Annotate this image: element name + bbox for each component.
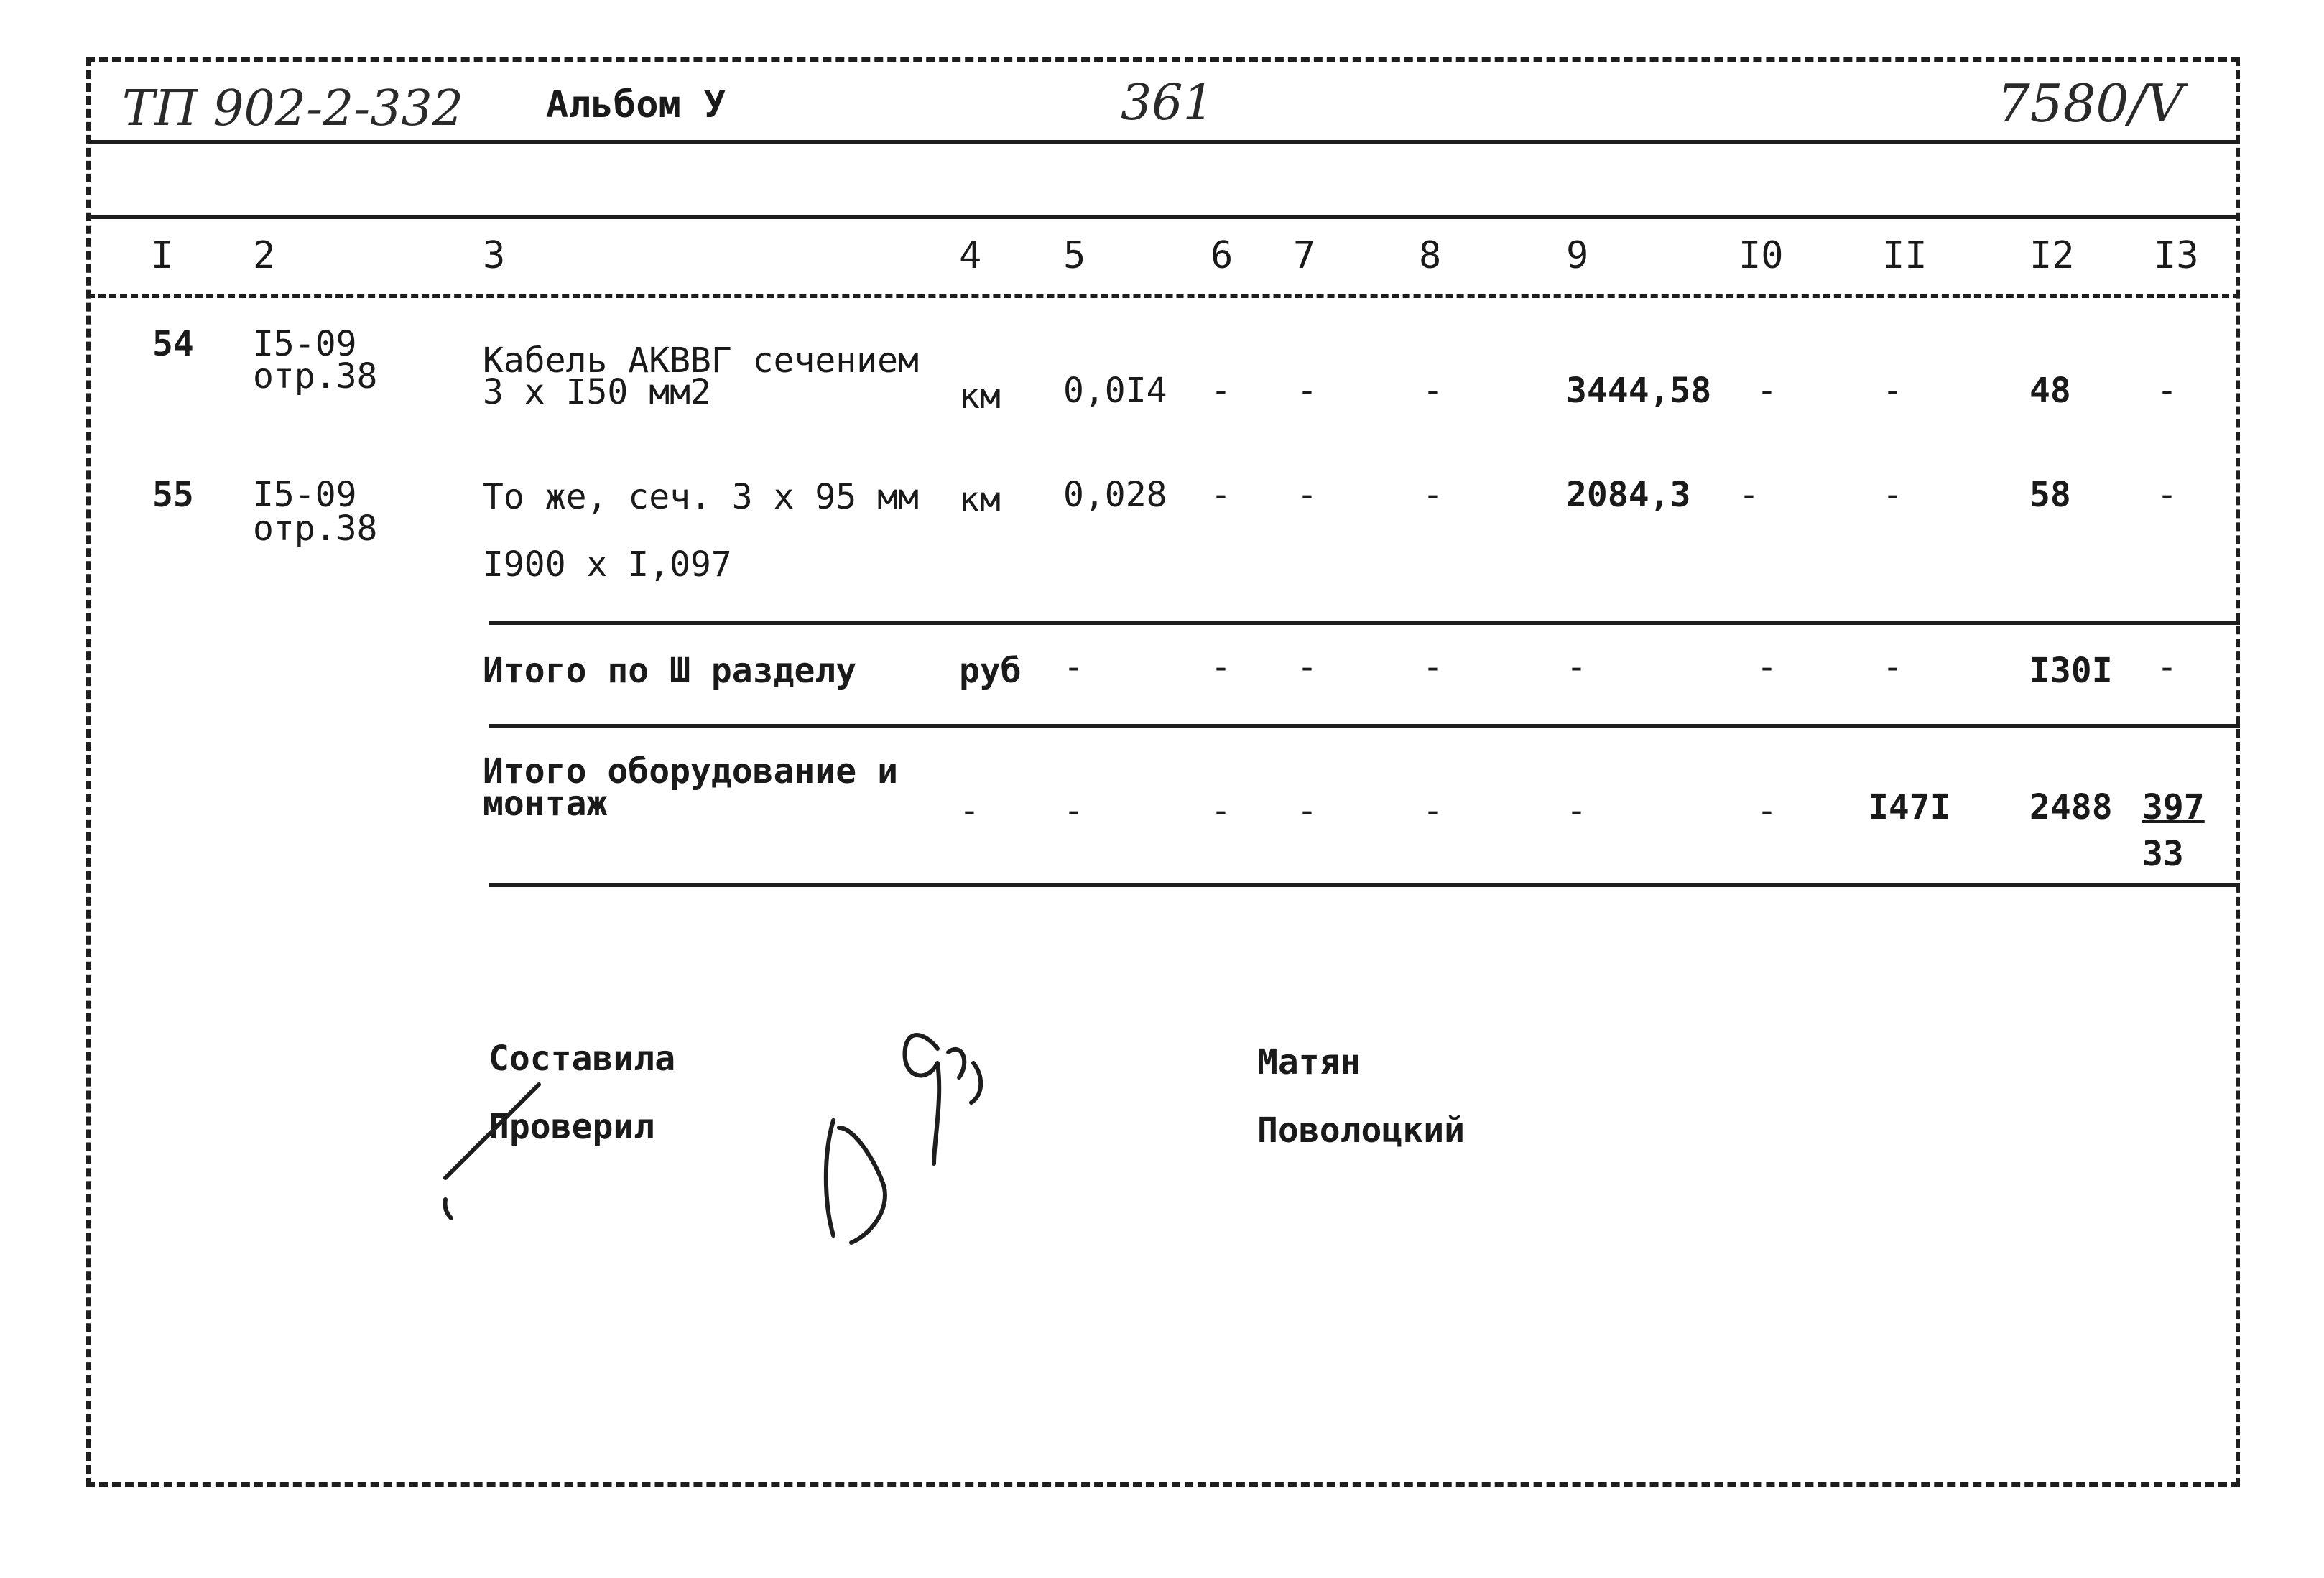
grand-total-bottom-rule	[489, 883, 2240, 887]
section-total-col6: -	[1210, 647, 1231, 687]
col-header-7: 7	[1293, 234, 1316, 277]
page-number: 361	[1121, 75, 1214, 131]
column-header-bottom-rule	[88, 294, 2240, 298]
col-header-9: 9	[1566, 234, 1589, 277]
table-row-55-col7: -	[1297, 475, 1318, 515]
col-header-3: 3	[483, 234, 506, 277]
header-rule	[88, 140, 2240, 144]
table-row-55-col8: -	[1422, 475, 1443, 515]
grand-total-label: Итого оборудование и	[483, 751, 898, 792]
col-header-12: I2	[2029, 234, 2075, 277]
grand-total-col13-numerator: 397	[2142, 787, 2205, 827]
col-header-2: 2	[253, 234, 276, 277]
grand-total-top-rule	[489, 724, 2240, 728]
section-total-col10: -	[1756, 647, 1777, 687]
col-header-13: I3	[2154, 234, 2199, 277]
column-header-top-rule	[88, 215, 2240, 219]
table-row-54-col12: 48	[2029, 371, 2071, 411]
table-row-54-col9: 3444,58	[1566, 371, 1712, 411]
section-total-col7: -	[1297, 647, 1318, 687]
table-row-54-unit: км	[959, 376, 1001, 417]
table-row-54-no: 54	[152, 324, 194, 364]
table-row-55-col6: -	[1210, 475, 1231, 515]
table-row-54-code: I5-09	[253, 324, 357, 364]
table-row-55-name-calc: I900 х I,097	[483, 544, 732, 585]
compiled-by-name: Матян	[1257, 1042, 1361, 1082]
checked-by-label: Проверил	[489, 1107, 655, 1147]
table-row-54-col8: -	[1422, 371, 1443, 411]
table-row-54-col7: -	[1297, 371, 1318, 411]
table-row-54-name-size: 3 х I50 мм2	[483, 372, 711, 412]
table-row-55-col12: 58	[2029, 475, 2071, 515]
table-row-54-name: Кабель АКВВГ сечением	[483, 340, 919, 381]
section-total-col8: -	[1422, 647, 1443, 687]
grand-total-col12: 2488	[2029, 787, 2113, 827]
section-total-unit: руб	[959, 651, 1022, 691]
col-header-4: 4	[959, 234, 982, 277]
col-header-10: I0	[1739, 234, 1784, 277]
project-code: ТП 902-2-332	[122, 80, 464, 137]
table-row-55-code-section: отр.38	[253, 509, 378, 549]
section-total-col11: -	[1882, 647, 1903, 687]
section-total-col12: I30I	[2029, 651, 2113, 691]
table-row-55-col5: 0,028	[1063, 475, 1167, 515]
grand-total-col11: I47I	[1868, 787, 1951, 827]
grand-total-col4: -	[959, 791, 980, 831]
table-row-55-col9: 2084,3	[1566, 475, 1691, 515]
col-header-8: 8	[1419, 234, 1442, 277]
grand-total-col8: -	[1422, 791, 1443, 831]
compiled-by-label: Составила	[489, 1039, 676, 1079]
col-header-11: II	[1882, 234, 1927, 277]
table-row-55-col10: -	[1739, 475, 1759, 515]
album-label: Альбом У	[546, 83, 726, 126]
signature-stroke-checked	[445, 1085, 539, 1178]
col-header-6: 6	[1210, 234, 1233, 277]
table-row-54-col13: -	[2157, 371, 2177, 411]
table-row-55-col13: -	[2157, 475, 2177, 515]
section-total-col13: -	[2157, 647, 2177, 687]
signature-stroke-2	[905, 1035, 981, 1164]
grand-total-col9: -	[1566, 791, 1587, 831]
doc-code: 7580/V	[1997, 73, 2184, 134]
table-row-54-col6: -	[1210, 371, 1231, 411]
grand-total-col5: -	[1063, 791, 1084, 831]
section-total-top-rule	[489, 621, 2240, 625]
table-row-54-col10: -	[1756, 371, 1777, 411]
section-total-col5: -	[1063, 647, 1084, 687]
handwritten-signatures	[431, 1020, 1078, 1264]
table-row-54-col5: 0,0I4	[1063, 371, 1167, 411]
table-row-55-unit: км	[959, 480, 1001, 520]
checked-by-name: Поволоцкий	[1257, 1110, 1465, 1151]
grand-total-col10: -	[1756, 791, 1777, 831]
section-total-label: Итого по Ш разделу	[483, 651, 857, 691]
col-header-1: I	[151, 234, 174, 277]
col-header-5: 5	[1063, 234, 1086, 277]
table-row-54-col11: -	[1882, 371, 1903, 411]
grand-total-col6: -	[1210, 791, 1231, 831]
table-row-55-no: 55	[152, 475, 194, 515]
signature-stroke-1	[826, 1120, 885, 1243]
table-row-55-col11: -	[1882, 475, 1903, 515]
grand-total-col13-denominator: 33	[2142, 834, 2184, 874]
grand-total-col7: -	[1297, 791, 1318, 831]
table-row-54-code-section: отр.38	[253, 356, 378, 396]
table-row-55-name: То же, сеч. 3 х 95 мм	[483, 477, 919, 517]
section-total-col9: -	[1566, 647, 1587, 687]
table-row-55-code: I5-09	[253, 475, 357, 515]
grand-total-label-cont: монтаж	[483, 784, 608, 824]
